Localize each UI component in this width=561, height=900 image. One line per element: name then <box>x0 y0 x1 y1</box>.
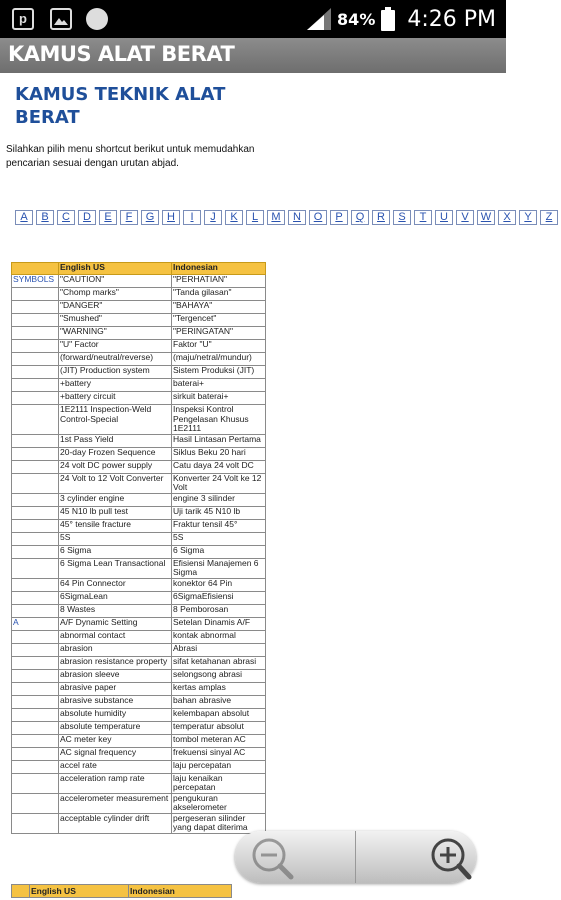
zoom-out-button[interactable] <box>235 831 355 883</box>
indonesian-cell: Hasil Lintasan Pertama <box>172 434 266 447</box>
table-row <box>12 695 266 708</box>
alphabet-link-y[interactable]: Y <box>519 210 537 225</box>
table-row <box>12 519 266 532</box>
table-row <box>12 473 266 493</box>
symbol-cell <box>12 558 59 578</box>
english-cell: 6 Sigma Lean Transactional <box>59 558 172 578</box>
zoom-in-button[interactable] <box>356 831 476 883</box>
table-row <box>12 669 266 682</box>
symbol-cell <box>12 405 59 435</box>
alphabet-link-g[interactable]: G <box>141 210 159 225</box>
indonesian-cell: Uji tarik 45 N10 lb <box>172 506 266 519</box>
web-content[interactable] <box>0 73 553 900</box>
english-cell: 5S <box>59 532 172 545</box>
alphabet-link-l[interactable]: L <box>246 210 264 225</box>
alphabet-link-w[interactable]: W <box>477 210 495 225</box>
symbol-cell <box>12 747 59 760</box>
alphabet-link-d[interactable]: D <box>78 210 96 225</box>
table-row <box>12 643 266 656</box>
alphabet-link-h[interactable]: H <box>162 210 180 225</box>
alphabet-link-z[interactable]: Z <box>540 210 558 225</box>
symbol-cell <box>12 630 59 643</box>
alphabet-link-j[interactable]: J <box>204 210 222 225</box>
symbol-cell <box>12 493 59 506</box>
indonesian-cell: Sistem Produksi (JIT) <box>172 366 266 379</box>
indonesian-cell: 5S <box>172 532 266 545</box>
alphabet-link-s[interactable]: S <box>393 210 411 225</box>
alphabet-link-o[interactable]: O <box>309 210 327 225</box>
alphabet-link-b[interactable]: B <box>36 210 54 225</box>
indonesian-cell: (maju/netral/mundur) <box>172 353 266 366</box>
table-row <box>12 353 266 366</box>
indonesian-cell: Faktor "U" <box>172 340 266 353</box>
symbol-cell <box>12 340 59 353</box>
indonesian-cell: 6 Sigma <box>172 545 266 558</box>
app-title: KAMUS ALAT BERAT <box>8 42 235 66</box>
indonesian-cell: frekuensi sinyal AC <box>172 747 266 760</box>
alphabet-link-m[interactable]: M <box>267 210 285 225</box>
table-row <box>12 793 266 813</box>
english-cell: "WARNING" <box>59 327 172 340</box>
table-row <box>12 379 266 392</box>
indonesian-cell: 6SigmaEfisiensi <box>172 591 266 604</box>
indonesian-cell: Konverter 24 Volt ke 12 Volt <box>172 473 266 493</box>
table-row <box>12 682 266 695</box>
indonesian-cell: tombol meteran AC <box>172 734 266 747</box>
signal-icon <box>307 8 331 30</box>
english-cell: "Smushed" <box>59 314 172 327</box>
alphabet-link-x[interactable]: X <box>498 210 516 225</box>
symbol-cell <box>12 591 59 604</box>
image-notification-icon <box>50 8 72 30</box>
english-cell: (forward/neutral/reverse) <box>59 353 172 366</box>
alphabet-link-a[interactable]: A <box>15 210 33 225</box>
english-cell: +battery <box>59 379 172 392</box>
symbol-cell <box>12 656 59 669</box>
header-cell-symbol <box>12 263 59 275</box>
symbol-cell <box>12 813 59 833</box>
symbol-cell <box>12 604 59 617</box>
table-row <box>12 288 266 301</box>
indonesian-cell: Catu daya 24 volt DC <box>172 460 266 473</box>
symbol-cell <box>12 773 59 793</box>
english-cell: A/F Dynamic Setting <box>59 617 172 630</box>
symbol-cell <box>12 506 59 519</box>
indonesian-cell: "Tergencet" <box>172 314 266 327</box>
dictionary-table-next <box>11 884 232 898</box>
indonesian-cell: Fraktur tensil 45° <box>172 519 266 532</box>
indonesian-cell: Setelan Dinamis A/F <box>172 617 266 630</box>
table-header-row <box>12 885 232 898</box>
table-row <box>12 275 266 288</box>
symbol-cell <box>12 669 59 682</box>
table-row <box>12 721 266 734</box>
english-cell: +battery circuit <box>59 392 172 405</box>
english-cell: abrasion sleeve <box>59 669 172 682</box>
table-row <box>12 506 266 519</box>
table-row <box>12 760 266 773</box>
indonesian-cell: pergeseran silinder yang dapat diterima <box>172 813 266 833</box>
table-row <box>12 813 266 833</box>
header-cell-english: English US <box>59 263 172 275</box>
header-cell-symbol <box>12 885 30 898</box>
alphabet-link-p[interactable]: P <box>330 210 348 225</box>
symbol-cell <box>12 379 59 392</box>
table-header-row <box>12 263 266 275</box>
header-cell-indonesian: Indonesian <box>172 263 266 275</box>
symbol-cell <box>12 366 59 379</box>
symbol-cell <box>12 734 59 747</box>
english-cell: absolute temperature <box>59 721 172 734</box>
english-cell: 3 cylinder engine <box>59 493 172 506</box>
indonesian-cell: laju percepatan <box>172 760 266 773</box>
indonesian-cell: sifat ketahanan abrasi <box>172 656 266 669</box>
table-row <box>12 578 266 591</box>
symbol-cell <box>12 578 59 591</box>
english-cell: "DANGER" <box>59 301 172 314</box>
table-row <box>12 340 266 353</box>
symbol-cell <box>12 301 59 314</box>
page-heading: KAMUS TEKNIK ALAT BERAT <box>15 84 226 128</box>
status-bar <box>0 0 506 38</box>
alphabet-link-t[interactable]: T <box>414 210 432 225</box>
alphabet-link-f[interactable]: F <box>120 210 138 225</box>
indonesian-cell: kontak abnormal <box>172 630 266 643</box>
symbol-cell <box>12 288 59 301</box>
indonesian-cell: "BAHAYA" <box>172 301 266 314</box>
table-row <box>12 591 266 604</box>
table-row <box>12 734 266 747</box>
indonesian-cell: "PERHATIAN" <box>172 275 266 288</box>
symbol-cell <box>12 473 59 493</box>
alphabet-link-k[interactable]: K <box>225 210 243 225</box>
english-cell: 45 N10 lb pull test <box>59 506 172 519</box>
symbol-cell <box>12 793 59 813</box>
english-cell: AC meter key <box>59 734 172 747</box>
table-row <box>12 405 266 435</box>
symbol-cell <box>12 532 59 545</box>
battery-icon <box>381 7 395 31</box>
english-cell: 24 volt DC power supply <box>59 460 172 473</box>
clock: 4:26 PM <box>407 6 496 32</box>
alphabet-link-r[interactable]: R <box>372 210 390 225</box>
table-row <box>12 532 266 545</box>
alphabet-link-e[interactable]: E <box>99 210 117 225</box>
indonesian-cell: Inspeksi Kontrol Pengelasan Khusus 1E2111 <box>172 405 266 435</box>
symbol-cell <box>12 695 59 708</box>
symbol-cell <box>12 460 59 473</box>
alphabet-link-i[interactable]: I <box>183 210 201 225</box>
header-cell-english: English US <box>30 885 129 898</box>
symbol-cell <box>12 327 59 340</box>
table-row <box>12 630 266 643</box>
table-row <box>12 493 266 506</box>
table-row <box>12 366 266 379</box>
english-cell: 45° tensile fracture <box>59 519 172 532</box>
english-cell: 64 Pin Connector <box>59 578 172 591</box>
table-row <box>12 314 266 327</box>
symbol-cell <box>12 682 59 695</box>
indonesian-cell: "Tanda gilasan" <box>172 288 266 301</box>
english-cell: absolute humidity <box>59 708 172 721</box>
english-cell: abrasion <box>59 643 172 656</box>
app-notification-icon: p <box>12 8 34 30</box>
table-row <box>12 434 266 447</box>
english-cell: abnormal contact <box>59 630 172 643</box>
indonesian-cell: sirkuit baterai+ <box>172 392 266 405</box>
settings-notification-icon <box>86 8 108 30</box>
table-row <box>12 558 266 578</box>
english-cell: 6 Sigma <box>59 545 172 558</box>
symbol-cell <box>12 353 59 366</box>
english-cell: 24 Volt to 12 Volt Converter <box>59 473 172 493</box>
zoom-out-icon <box>235 831 355 883</box>
alphabet-link-u[interactable]: U <box>435 210 453 225</box>
table-row <box>12 460 266 473</box>
indonesian-cell: temperatur absolut <box>172 721 266 734</box>
indonesian-cell: 8 Pemborosan <box>172 604 266 617</box>
english-cell: 6SigmaLean <box>59 591 172 604</box>
indonesian-cell: laju kenaikan percepatan <box>172 773 266 793</box>
table-row <box>12 656 266 669</box>
indonesian-cell: kertas amplas <box>172 682 266 695</box>
english-cell: 1E2111 Inspection-Weld Control-Special <box>59 405 172 435</box>
table-row <box>12 447 266 460</box>
symbol-cell: A <box>12 617 59 630</box>
table-row <box>12 545 266 558</box>
symbol-cell <box>12 314 59 327</box>
indonesian-cell: bahan abrasive <box>172 695 266 708</box>
indonesian-cell: engine 3 silinder <box>172 493 266 506</box>
alphabet-link-c[interactable]: C <box>57 210 75 225</box>
table-row <box>12 392 266 405</box>
table-row <box>12 604 266 617</box>
symbol-cell <box>12 519 59 532</box>
zoom-in-icon <box>356 831 476 883</box>
table-row <box>12 708 266 721</box>
english-cell: abrasive substance <box>59 695 172 708</box>
english-cell: AC signal frequency <box>59 747 172 760</box>
symbol-cell: SYMBOLS <box>12 275 59 288</box>
indonesian-cell: "PERINGATAN" <box>172 327 266 340</box>
symbol-cell <box>12 447 59 460</box>
english-cell: "U" Factor <box>59 340 172 353</box>
english-cell: abrasion resistance property <box>59 656 172 669</box>
symbol-cell <box>12 434 59 447</box>
symbol-cell <box>12 643 59 656</box>
table-row <box>12 617 266 630</box>
english-cell: 20-day Frozen Sequence <box>59 447 172 460</box>
indonesian-cell: baterai+ <box>172 379 266 392</box>
indonesian-cell: Efisiensi Manajemen 6 Sigma <box>172 558 266 578</box>
english-cell: acceptable cylinder drift <box>59 813 172 833</box>
table-row <box>12 747 266 760</box>
english-cell: acceleration ramp rate <box>59 773 172 793</box>
indonesian-cell: pengukuran akselerometer <box>172 793 266 813</box>
english-cell: 1st Pass Yield <box>59 434 172 447</box>
symbol-cell <box>12 392 59 405</box>
indonesian-cell: Abrasi <box>172 643 266 656</box>
zoom-controls <box>235 831 476 883</box>
english-cell: 8 Wastes <box>59 604 172 617</box>
alphabet-link-n[interactable]: N <box>288 210 306 225</box>
app-bar <box>0 38 506 73</box>
symbol-cell <box>12 721 59 734</box>
intro-text: Silahkan pilih menu shortcut berikut untuk memudahkan pencarian sesuai dengan urutan abjad. <box>6 144 255 169</box>
table-row <box>12 301 266 314</box>
indonesian-cell: Siklus Beku 20 hari <box>172 447 266 460</box>
indonesian-cell: konektor 64 Pin <box>172 578 266 591</box>
table-row <box>12 327 266 340</box>
battery-percent: 84% <box>337 9 376 29</box>
symbol-cell <box>12 545 59 558</box>
alphabet-link-v[interactable]: V <box>456 210 474 225</box>
alphabet-index <box>15 210 561 225</box>
english-cell: abrasive paper <box>59 682 172 695</box>
english-cell: "CAUTION" <box>59 275 172 288</box>
dictionary-table <box>11 262 266 834</box>
table-row <box>12 773 266 793</box>
symbol-cell <box>12 708 59 721</box>
indonesian-cell: kelembapan absolut <box>172 708 266 721</box>
english-cell: accelerometer measurement <box>59 793 172 813</box>
header-cell-indonesian: Indonesian <box>129 885 232 898</box>
symbol-cell <box>12 760 59 773</box>
alphabet-link-q[interactable]: Q <box>351 210 369 225</box>
english-cell: accel rate <box>59 760 172 773</box>
indonesian-cell: selongsong abrasi <box>172 669 266 682</box>
english-cell: "Chomp marks" <box>59 288 172 301</box>
english-cell: (JIT) Production system <box>59 366 172 379</box>
